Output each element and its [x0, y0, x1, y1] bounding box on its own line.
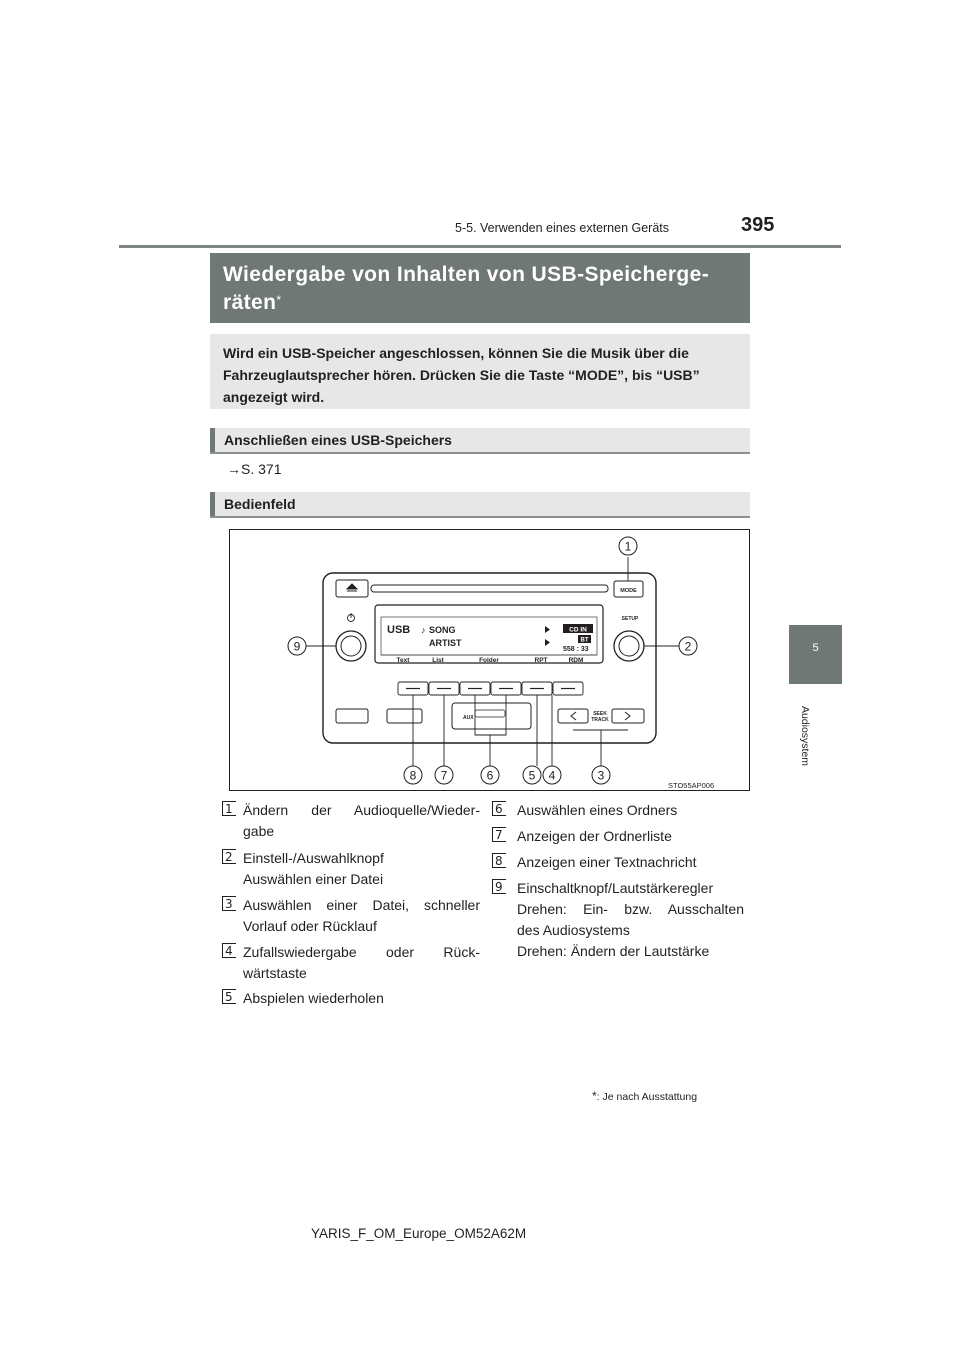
subheader-usb-connect [210, 428, 750, 454]
legend-number: 6 [492, 801, 506, 816]
legend-number: 3 [222, 896, 236, 911]
display-bt: BT [580, 637, 589, 644]
callout-8: 8 [409, 768, 417, 783]
callout-1: 1 [624, 539, 632, 554]
callout-5: 5 [528, 768, 536, 783]
section-title-line1: Wiedergabe von Inhalten von USB-Speicherge- [223, 263, 710, 286]
mode-button-label: MODE [620, 588, 637, 594]
page-reference-link[interactable]: →S. 371 [227, 461, 282, 477]
footnote-text: : Je nach Ausstattung [596, 1091, 698, 1103]
seek-forward-button [612, 709, 644, 723]
track-label: TRACK [591, 717, 609, 723]
hangup-button [387, 709, 422, 723]
header-rule [119, 245, 841, 248]
cd-slot [371, 585, 608, 592]
legend-text: Anzeigen einer Textnachricht [517, 854, 697, 870]
callout-4: 4 [548, 768, 556, 783]
legend-text: Anzeigen der Ordnerliste [517, 828, 672, 844]
display-artist: ARTIST [429, 638, 462, 648]
display-time: 558 : 33 [563, 646, 589, 653]
aux-label: AUX [463, 715, 474, 721]
chapter-number: 5 [812, 642, 819, 654]
footnote [592, 1089, 697, 1103]
subheader-usb-connect-text: Anschließen eines USB-Speichers [224, 432, 452, 448]
phone-button [336, 709, 368, 723]
figure-code: STO55AP006 [668, 781, 715, 790]
legend-text: Vorlauf oder Rücklauf [243, 918, 377, 934]
legend-text: Ändern der Audioquelle/Wieder- [243, 802, 480, 818]
legend-text: Einstell-/Auswahlknopf [243, 850, 384, 866]
callout-9: 9 [293, 639, 301, 654]
legend-text: Auswählen einer Datei, schneller [243, 897, 480, 913]
display-cd-in: CD IN [569, 626, 587, 634]
callout-7: 7 [440, 768, 448, 783]
legend-text: Abspielen wiederholen [243, 990, 384, 1006]
display-song: SONG [429, 625, 456, 635]
legend-text: Auswählen einer Datei [243, 871, 384, 887]
chapter-tab [789, 625, 842, 684]
legend-number: 5 [222, 989, 236, 1004]
legend-number: 9 [492, 879, 506, 894]
softkey-label-folder: Folder [479, 657, 499, 664]
running-header-section: 5-5. Verwenden eines externen Geräts [455, 221, 670, 235]
legend-text: Zufallswiedergabe oder Rück- [243, 944, 480, 960]
softkey-label-list: List [432, 657, 444, 664]
legend-text: des Audiosystems [517, 922, 630, 938]
display-source: USB [387, 624, 411, 636]
callout-3: 3 [597, 768, 605, 783]
section-title [210, 253, 750, 323]
intro-text: Wird ein USB-Speicher angeschlossen, können Sie die Musik über die Fahrzeuglautsprecher hören. Drücken Sie die Taste “MODE”, bis “USB” angezeigt wird. [210, 334, 750, 409]
seek-label: SEEK [593, 711, 607, 717]
setup-label: SETUP [621, 616, 639, 622]
legend-number: 7 [492, 827, 506, 842]
softkey-label-text: Text [396, 657, 410, 664]
section-title-line2: räten [223, 291, 277, 314]
callout-2: 2 [684, 639, 692, 654]
softkey-label-rpt: RPT [534, 657, 548, 664]
legend-text: wärtstaste [243, 965, 307, 981]
legend-text: Auswählen eines Ordners [517, 802, 678, 818]
footnote-marker: * [592, 1089, 597, 1103]
legend-number: 1 [222, 801, 236, 816]
control-panel-figure [229, 529, 750, 791]
subheader-control-panel-text: Bedienfeld [224, 496, 296, 512]
legend-text: Drehen: Ändern der Lautstärke [517, 943, 710, 959]
subheader-control-panel [210, 492, 750, 518]
equipment-marker: * [276, 293, 282, 307]
legend-number: 4 [222, 943, 236, 958]
legend-text: Einschaltknopf/Lautstärkeregler [517, 880, 714, 896]
chapter-label: Audiosystem [799, 705, 812, 767]
legend-text: gabe [243, 823, 275, 839]
legend-number: 8 [492, 853, 506, 868]
callout-6: 6 [486, 768, 494, 783]
seek-back-button [558, 709, 588, 723]
audio-unit-illustration [230, 530, 749, 790]
softkey-label-rdm: RDM [568, 657, 584, 664]
document-id: YARIS_F_OM_Europe_OM52A62M [311, 1226, 527, 1241]
page-number: 395 [741, 214, 775, 236]
legend-text: Drehen: Ein- bzw. Ausschalten [517, 901, 744, 917]
legend-number: 2 [222, 849, 236, 864]
svg-text:♪: ♪ [421, 625, 426, 635]
